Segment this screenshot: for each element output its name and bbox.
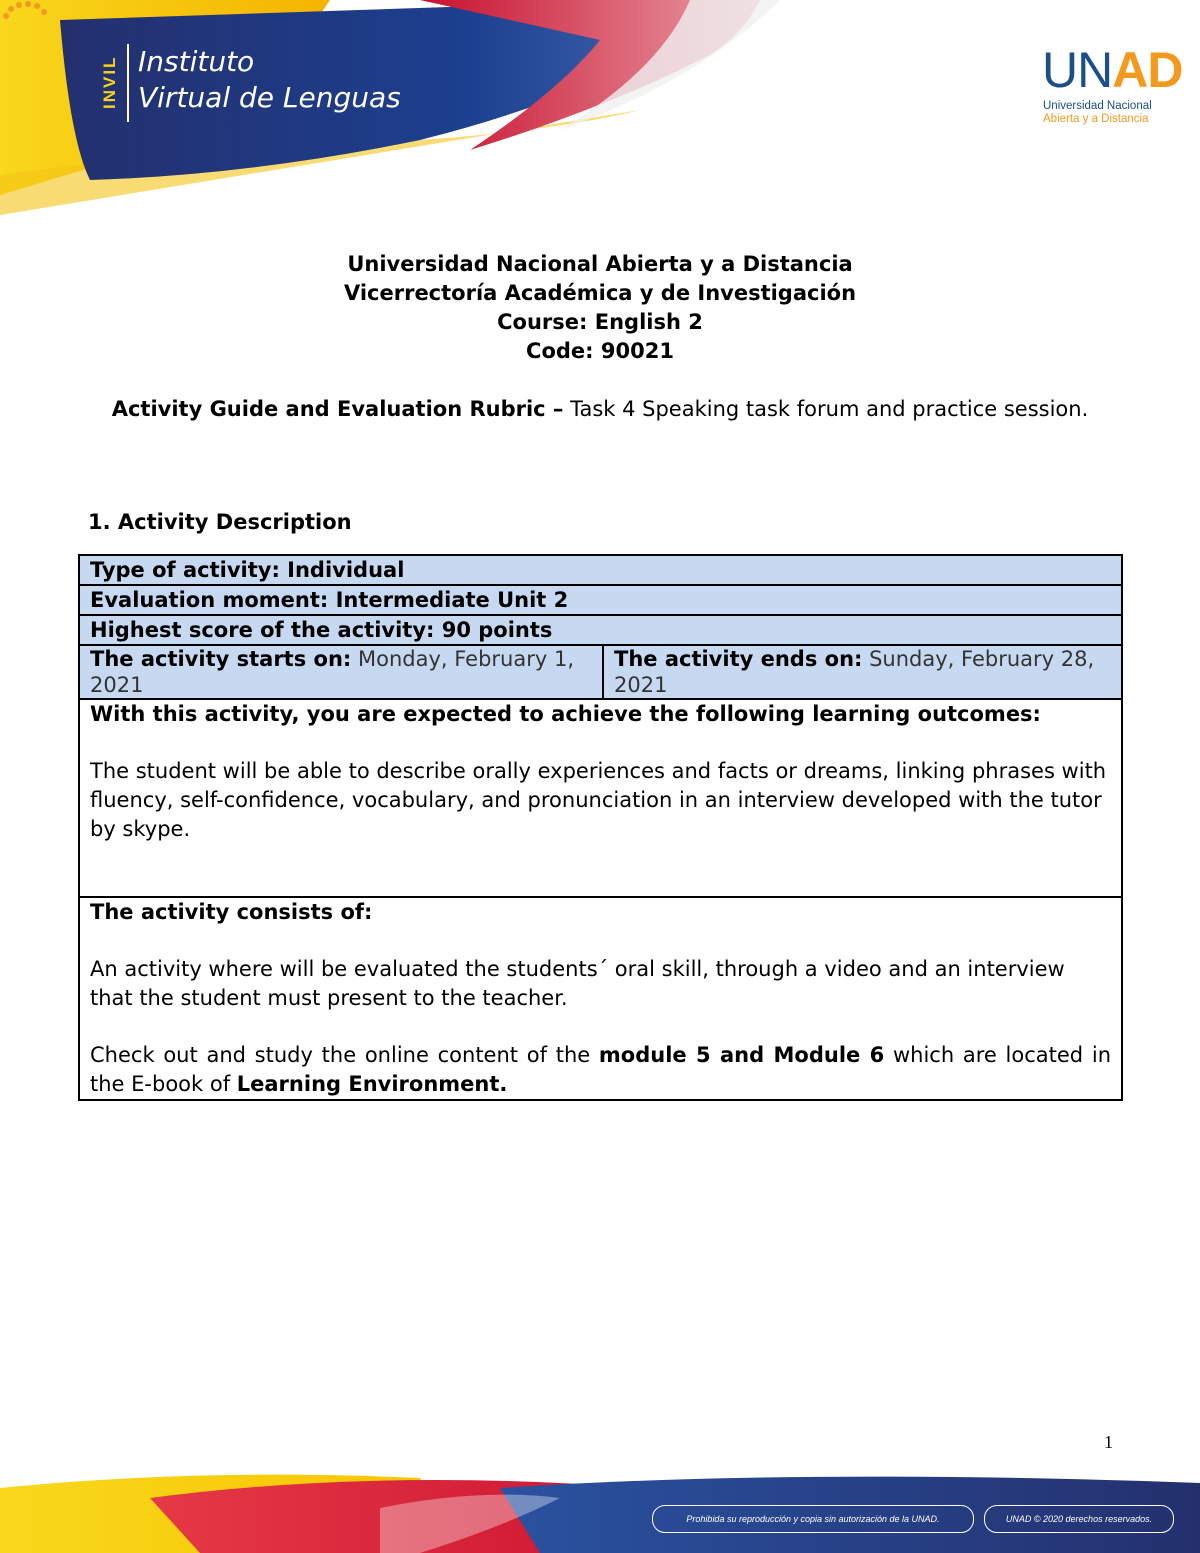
- activity-type: Type of activity: Individual: [79, 555, 1122, 585]
- end-date-label: The activity ends on:: [614, 647, 863, 671]
- activity-consists-heading: The activity consists of:: [90, 900, 373, 924]
- highest-score: Highest score of the activity: 90 points: [79, 615, 1122, 645]
- spacer: [90, 1013, 1111, 1041]
- check-text-2: which are located in the E-book of: [90, 1043, 1112, 1096]
- activity-consists-cell: [79, 897, 1122, 1100]
- table-row: [79, 615, 1122, 645]
- check-learning-env: Learning Environment.: [236, 1072, 508, 1096]
- table-row: [79, 645, 1122, 699]
- ivl-vertical-text: INVIL: [100, 55, 119, 109]
- unad-letters-ad: AD: [1112, 42, 1183, 98]
- start-date-value: Monday, February 1, 2021: [90, 647, 575, 697]
- table-row: [79, 585, 1122, 615]
- section-heading: 1. Activity Description: [88, 510, 352, 534]
- check-modules: module 5 and Module 6: [598, 1043, 885, 1067]
- university-name: Universidad Nacional Abierta y a Distancia: [347, 252, 853, 276]
- start-date-label: The activity starts on:: [90, 647, 352, 671]
- unad-letter-u: U: [1042, 42, 1078, 98]
- footer-copyright: UNAD © 2020 derechos reservados.: [984, 1505, 1174, 1533]
- activity-table: [78, 554, 1123, 1101]
- evaluation-moment: Evaluation moment: Intermediate Unit 2: [79, 585, 1122, 615]
- page-number: 1: [1104, 1432, 1113, 1452]
- course-code: Code: 90021: [526, 339, 674, 363]
- check-text-1: Check out and study the online content of the: [90, 1043, 599, 1067]
- end-date-cell: [603, 645, 1122, 699]
- spacer: [90, 729, 1111, 757]
- ivl-title-line1: Instituto: [138, 45, 255, 78]
- vicerrectoria: Vicerrectoría Académica y de Investigación: [343, 281, 857, 305]
- activity-consists-text: An activity where will be evaluated the students´ oral skill, through a video and an interview that the student must present to the teacher.: [90, 957, 1065, 1010]
- document-title: [0, 250, 1200, 366]
- check-content-text: [90, 1041, 1111, 1099]
- ivl-title-line2: Virtual de Lenguas: [138, 81, 401, 114]
- table-row: [79, 555, 1122, 585]
- footer-notice: Prohibida su reproducción y copia sin autorización de la UNAD.: [652, 1505, 974, 1533]
- learning-outcomes-heading: With this activity, you are expected to achieve the following learning outcomes:: [90, 702, 1041, 726]
- table-row: [79, 897, 1122, 1100]
- table-row: [79, 699, 1122, 897]
- end-date-value: Sunday, February 28, 2021: [614, 647, 1095, 697]
- spacer: [90, 927, 1111, 955]
- start-date-cell: [79, 645, 603, 699]
- unad-logo-graphic: [0, 0, 130, 100]
- course-name: Course: English 2: [497, 310, 703, 334]
- unad-letter-n: N: [1077, 42, 1113, 98]
- header-banner: [0, 0, 1200, 215]
- learning-outcomes-text: The student will be able to describe orally experiences and facts or dreams, linking phrases with fluency, self-confidence, vocabulary, and pronunciation in an interview developed with the tutor by skype.: [90, 759, 1107, 841]
- unad-wordmark: [1042, 42, 1182, 98]
- guide-subtitle-bold: Activity Guide and Evaluation Rubric –: [111, 397, 564, 421]
- guide-subtitle-rest: Task 4 Speaking task forum and practice session.: [563, 397, 1089, 421]
- unad-subtitle-2: Abierta y a Distancia: [1043, 113, 1149, 125]
- learning-outcomes-cell: [79, 699, 1122, 897]
- unad-subtitle-1: Universidad Nacional: [1043, 100, 1152, 112]
- guide-subtitle: [90, 394, 1110, 424]
